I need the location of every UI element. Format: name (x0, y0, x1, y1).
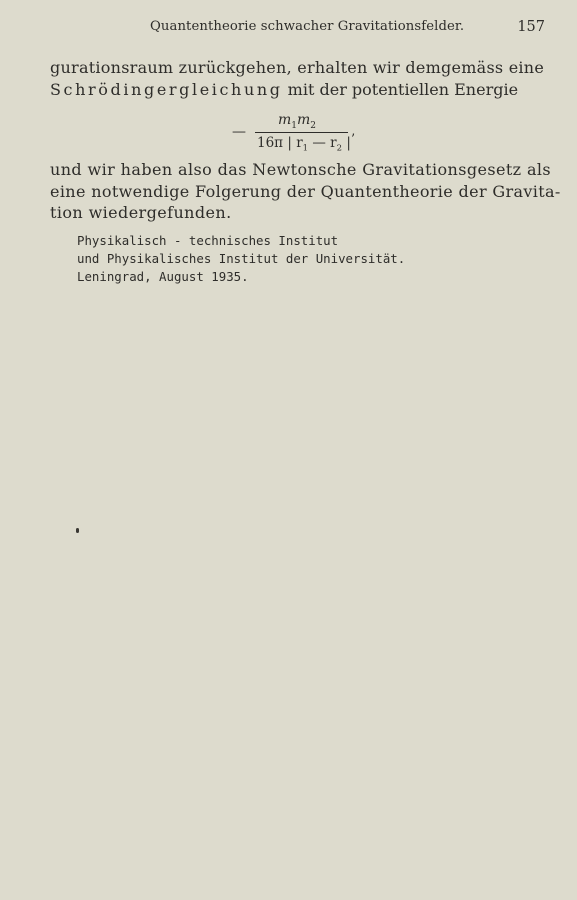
schroedinger-term: Schrödingergleichung (50, 80, 283, 99)
body-line-4: eine notwendige Folgerung der Quantentheorie der Gravita- (50, 182, 561, 201)
formula-minus-sign: — (232, 124, 246, 140)
formula-denominator: 16π | $r_1$ — $r_2$ | (257, 135, 351, 154)
body-line-2 (50, 80, 518, 100)
body-line-1: gurationsraum zurückgehen, erhalten wir demgemäss eine (50, 58, 545, 77)
ink-speck (76, 528, 79, 533)
fraction-bar (255, 132, 348, 133)
formula-trailing-punctuation: ’ (351, 132, 356, 147)
page-number: 157 (517, 19, 545, 35)
running-title: Quantentheorie schwacher Gravitationsfelder. (150, 19, 465, 34)
body-line-5: tion wiedergefunden. (50, 203, 232, 222)
formula-numerator: $m_1m_2$ (278, 112, 317, 131)
affiliation-line-1: Physikalisch - technisches Institut (77, 233, 339, 248)
body-line-2-rest: mit der potentiellen Energie (282, 80, 519, 99)
body-line-3: und wir haben also das Newtonsche Gravitationsgesetz als (50, 160, 552, 179)
affiliation-line-2: und Physikalisches Institut der Universität. (77, 251, 406, 266)
affiliation-line-3: Leningrad, August 1935. (77, 269, 249, 284)
